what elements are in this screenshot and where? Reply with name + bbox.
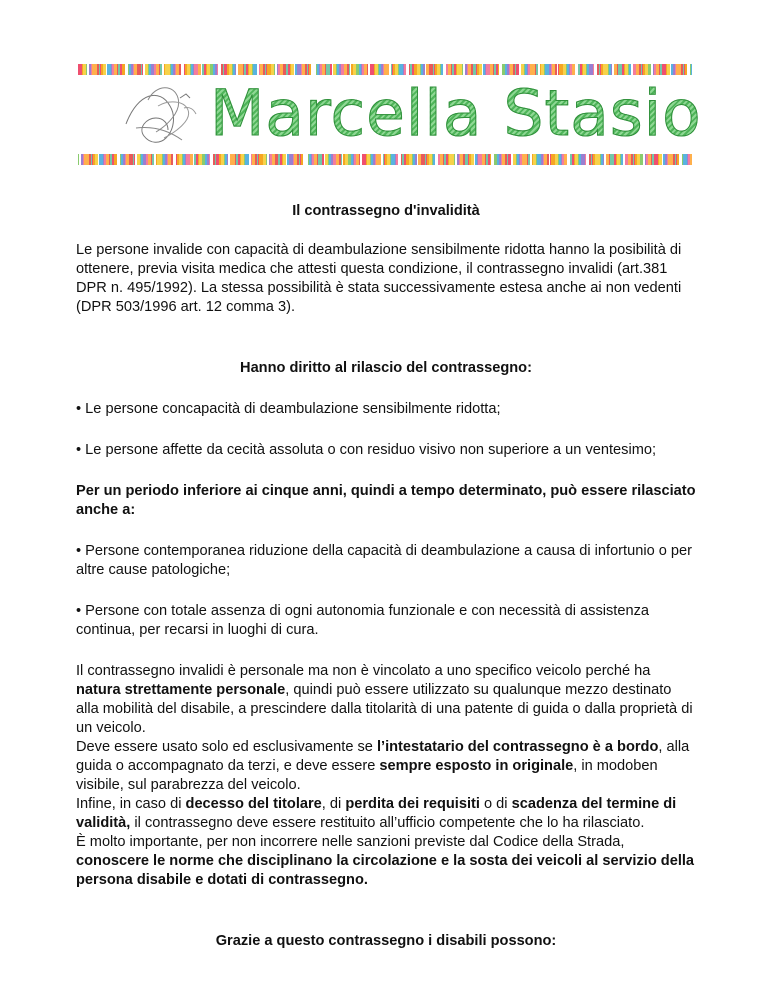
stripe-segment <box>691 64 692 75</box>
decorative-stripe-top <box>78 64 692 75</box>
rules-text: È molto importante, per non incorrere nelle sanzioni previste dal Codice della Strada, <box>76 834 625 850</box>
rules-text: , alla guida o accompagnato da terzi, e deve essere <box>76 739 690 774</box>
rules-text: , quindi può essere utilizzato su qualunque mezzo destinato alla mobilità del disabile, a prescindere dalla titolarità di una patente di guida o dalla proprietà di un veicolo. <box>76 682 693 736</box>
rules-emphasis: scadenza del termine di validità, <box>76 796 677 831</box>
rules-text: , di <box>321 796 346 812</box>
rules-emphasis: decesso del titolare <box>185 796 322 812</box>
entitled-item: • Le persone affette da cecità assoluta o con residuo visivo non superiore a un ventesimo; <box>76 442 657 458</box>
header-logo <box>78 64 702 166</box>
rules-text: Infine, in caso di <box>76 796 186 812</box>
temporary-item: • Persone con totale assenza di ogni autonomia funzionale e con necessità di assistenza continua, per recarsi in luoghi di cura. <box>76 603 650 638</box>
rules-emphasis: natura strettamente personale <box>76 682 286 698</box>
decorative-stripe-bottom <box>78 154 692 165</box>
temporary-heading: Per un periodo inferiore ai cinque anni, quindi a tempo determinato, può essere rilasciato anche a: <box>76 483 696 518</box>
rules-text: , in modoben visibile, sul parabrezza del veicolo. <box>76 758 658 793</box>
logo-text: Marcella Stasio <box>210 77 702 150</box>
document-body <box>76 202 696 973</box>
rules-text: o di <box>479 796 512 812</box>
rules-emphasis: sempre esposto in originale <box>379 758 574 774</box>
rules-emphasis: conoscere le norme che disciplinano la circolazione e la sosta dei veicoli al servizio della persona disabile e dotati di contrassegno. <box>76 853 695 888</box>
entitled-item: • Le persone concapacità di deambulazione sensibilmente ridotta; <box>76 401 501 417</box>
rules-text: il contrassegno deve essere restituito all’ufficio competente che lo ha rilasciato. <box>130 815 645 831</box>
temporary-item: • Persone contemporanea riduzione della capacità di deambulazione a causa di infortunio o per altre cause patologiche; <box>76 543 693 578</box>
rules-emphasis: l’intestatario del contrassegno è a bordo <box>376 739 659 755</box>
benefits-heading: Grazie a questo contrassegno i disabili possono: <box>215 933 557 949</box>
rules-text: Il contrassegno invalidi è personale ma non è vincolato a uno specifico veicolo perché ha <box>76 663 651 679</box>
rules-text: Deve essere usato solo ed esclusivamente se <box>76 739 377 755</box>
rules-paragraph <box>76 662 696 890</box>
entitled-heading: Hanno diritto al rilascio del contrassegno: <box>240 360 532 376</box>
intro-paragraph: Le persone invalide con capacità di deambulazione sensibilmente ridotta hanno la posibilità di ottenere, previa visita medica che attesti questa condizione, il contrassegno invalidi (art.381 DPR n. 495/1992). La stessa possibilità è stata successivamente estesa anche ai non vedenti (DPR 503/1996 art. 12 comma 3). <box>76 242 682 315</box>
stripe-segment <box>690 154 692 165</box>
rules-emphasis: perdita dei requisiti <box>345 796 480 812</box>
document-title: Il contrassegno d'invalidità <box>292 203 480 219</box>
